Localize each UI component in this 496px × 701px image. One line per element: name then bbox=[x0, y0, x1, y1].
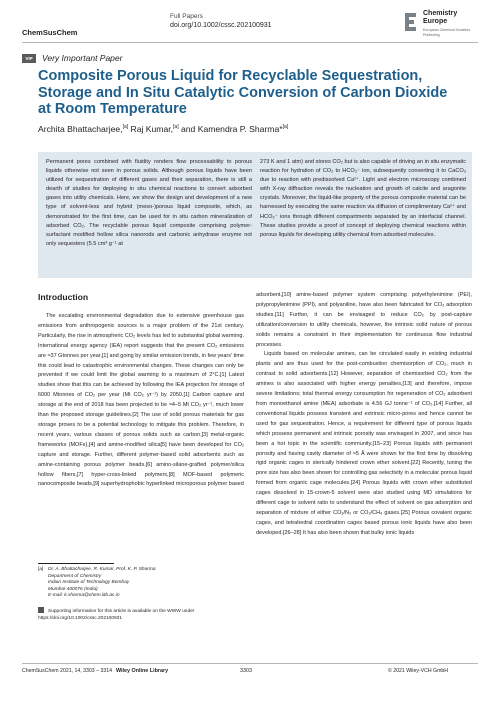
author-3: and Kamendra P. Sharma* bbox=[180, 124, 283, 134]
logo-subtitle: European Chemical Societies Publishing bbox=[423, 28, 471, 37]
page-number: 3303 bbox=[240, 668, 252, 674]
supporting-info bbox=[38, 607, 244, 622]
vip-banner bbox=[22, 52, 122, 64]
section-heading: Introduction bbox=[38, 292, 89, 302]
vip-icon: VIP bbox=[22, 54, 36, 63]
chemistry-europe-logo bbox=[402, 8, 482, 44]
author-2-affil: [a] bbox=[173, 124, 179, 131]
footnote-line: Dr. A. Bhattacharjee, R. Kumar, Prof. K. P. Sharma bbox=[48, 567, 156, 572]
footnote-line: Indian Institute of Technology Bombay bbox=[48, 580, 130, 586]
header-divider bbox=[22, 42, 478, 43]
logo-line1: Chemistry bbox=[423, 10, 458, 17]
footer-copyright: © 2021 Wiley-VCH GmbH bbox=[388, 668, 449, 674]
paragraph: The escalating environmental degradation due to extensive greenhouse gas emissions from anthropogenic sources is a major problem of the 21st century. Particularly, the rise in atmospheric CO₂ levels has led to substantial global warming. International energy agency (IEA) report suggests that the present CO₂ emissions are ≈37 Gtonnes per year,[1] and going by similar emission trends, in few years' time this could lead to catastrophic environmental changes. These changes can only be prevented if we could limit the global warming to a maximum of 2°C.[1] Latest studies show that this can be achieved by following the IEA projection for storage of 6000 Mtonnes of CO₂ per year (Mt CO₂ yr⁻¹) by 2050.[1] Carbon capture and storage at the end of 2018 has been projected to be ≈4–5 Mt CO₂ yr⁻¹, much lower than the proposed storage guidelines.[2] The use of solid porous materials for gas storage proves to be a potential technology to mitigate this problem. Therefore, in recent years, various classes of porous solids such as carbon,[3] metal-organic frameworks (MOFs),[4] and amine-modified silica[5] have been developed for CO₂ capture and storage. Further, different polymer-based solid adsorbents such as amine-containing porous polymer beads,[6] amino-silane-grafted polymer/silica hollow fibers,[7] hyper-cross-linked polymers,[8] MOF-based polymeric nanocomposite beads,[9] superhydrophobic hyperlinked microporous polymer based bbox=[38, 313, 244, 488]
article-info bbox=[170, 12, 272, 30]
footer-divider bbox=[22, 663, 478, 664]
article-type: Full Papers bbox=[170, 13, 203, 20]
body-left-column bbox=[38, 312, 244, 490]
author-3-affil: [a] bbox=[282, 124, 289, 131]
author-1-affil: [a] bbox=[122, 124, 129, 131]
author-2: Raj Kumar, bbox=[130, 124, 174, 134]
paragraph: adsorbent,[10] amine-based polymer system comprising polyethylenimine (PEI), polypropylenimine (PPI), and polyaniline, have also been fabricated for CO₂ adsorption studies.[11] Further, it can be envisaged to reduce CO₂ by post-capture utilization/conversion to utility chemicals, however, the intrinsic solid nature of porous solids remains a constraint in their implementation for continuous flow industrial processes. bbox=[256, 292, 472, 348]
author-1: Archita Bhattacharjee, bbox=[38, 124, 123, 134]
vip-label: Very Important Paper bbox=[42, 53, 123, 63]
footnote-line: Mumbai-400076 (India) bbox=[48, 586, 98, 592]
body-right-column bbox=[256, 291, 472, 539]
footnote-label: [a] bbox=[38, 567, 44, 572]
footnote-line: Department of Chemistry bbox=[48, 573, 102, 579]
logo-text bbox=[423, 10, 457, 26]
document-icon bbox=[38, 607, 44, 613]
footer-citation: ChemSusChem 2021, 14, 3303 – 3314 bbox=[22, 668, 112, 674]
paragraph: Liquids based on molecular amines, can be circulated easily in existing industrial plants and are thus used for the post-combustion chemisorption of CO₂, much in contrast to solid adsorbents.[12] However, separation of chemisorbed CO₂ from the amines is also associated with higher energy penalties,[13] and therefore, impose severe limitations; total thermal energy consumption for regeneration of CO₂ adsorbent from monoethanol amine (MEA) adsorbate is 4.56 GJ tonne⁻¹ of CO₂.[14] Further, all conventional liquids possess transient and extrinsic micro-pores and hence cannot be used for gas sequestration. Hence, a requirement for different type of porous liquids which possess permanent and intrinsic porosity was envisaged in 2007, and since has been a hot topic in the scientific community.[15–23] Porous liquids with permanent porosity and having cavity diameter of ≈5 Å were shown for the first time by dissolving rigid organic cages in sterically hindered crown ether solvent.[22] Recently, tuning the pore size has also been shown for controlling gas selectivity in a molecular porous liquid formed from organic cage molecules.[24] Porous liquids with crown ether substituted cages dissolved in 15-crown-5 solvent were also studied using MD simulations for different cage to solvent ratio to understand the effect of solvent on gas adsorption and separation of mixture of either CO₂/N₂ or CO₂/CH₄ gases.[25] Porous covalent organic cages, and tetrahedral coordination cages based porous ionic liquids have also been developed.[26–28] It has also been shown that bulky ionic liquids bbox=[256, 351, 472, 536]
abstract-box bbox=[38, 152, 472, 278]
footnote-email[interactable]: E-mail: k.sharma@chem.iitb.ac.in bbox=[48, 593, 120, 599]
doi-link[interactable]: doi.org/10.1002/cssc.202100931 bbox=[170, 22, 272, 29]
abstract-right: 273 K and 1 atm) and stores CO₂ but is also capable of driving an in situ enzymatic reaction for hydration of CO₂ to HCO₃⁻ ion, subsequently converting it to CaCO₃ due to reaction with predissolved Ca²⁺. Light and electron microscopy combined with X-ray diffraction reveals the nucleation and growth of calcite and aragonite crystals. Moreover, the liquid-like property of the porous composite material can be harnessed by executing the same reaction via diffusion of complimentary Ca²⁺ and HCO₃⁻ ions through different compartments separated by an interfacial channel. These studies provide a proof of concept of deploying chemical reactions within porous liquids for developing utility chemical from adsorbed molecules. bbox=[260, 159, 466, 238]
logo-line2: Europe bbox=[423, 18, 448, 25]
footer-library[interactable]: Wiley Online Library bbox=[116, 668, 169, 674]
footnote-divider bbox=[38, 563, 114, 564]
supporting-info-text[interactable]: Supporting information for this article is available on the WWW under https://doi.org/10.1002/cssc.202100931 bbox=[38, 609, 195, 621]
paper-title: Composite Porous Liquid for Recyclable Sequestration, Storage and In Situ Catalytic Conversion of Carbon Dioxide at Room Temperature bbox=[38, 68, 448, 117]
abstract-left: Permanent pores combined with fluidity renders flow processability to porous liquids otherwise not seen in porous solids. Although porous liquids have been utilized for sequestration of different gases and their separation, there is still a dearth of studies for deploying in situ chemical reactions to convert adsorbed gases into utility chemicals. Here, we show the design and development of a new type of solvent-less and hybrid (meso-)porous liquid composite, which, as demonstrated for the first time, can be used for in situ carbon mineralization of adsorbed CO₂. The recyclable porous liquid composite comprising polymer-surfactant modified hollow silica nanorods and carbonic anhydrase enzyme not only sequesters (5.5 cm³ g⁻¹ at bbox=[46, 159, 252, 247]
journal-name: ChemSusChem bbox=[22, 28, 78, 37]
author-list bbox=[38, 124, 288, 134]
logo-icon bbox=[402, 10, 420, 34]
affiliation-footnote bbox=[38, 567, 244, 600]
